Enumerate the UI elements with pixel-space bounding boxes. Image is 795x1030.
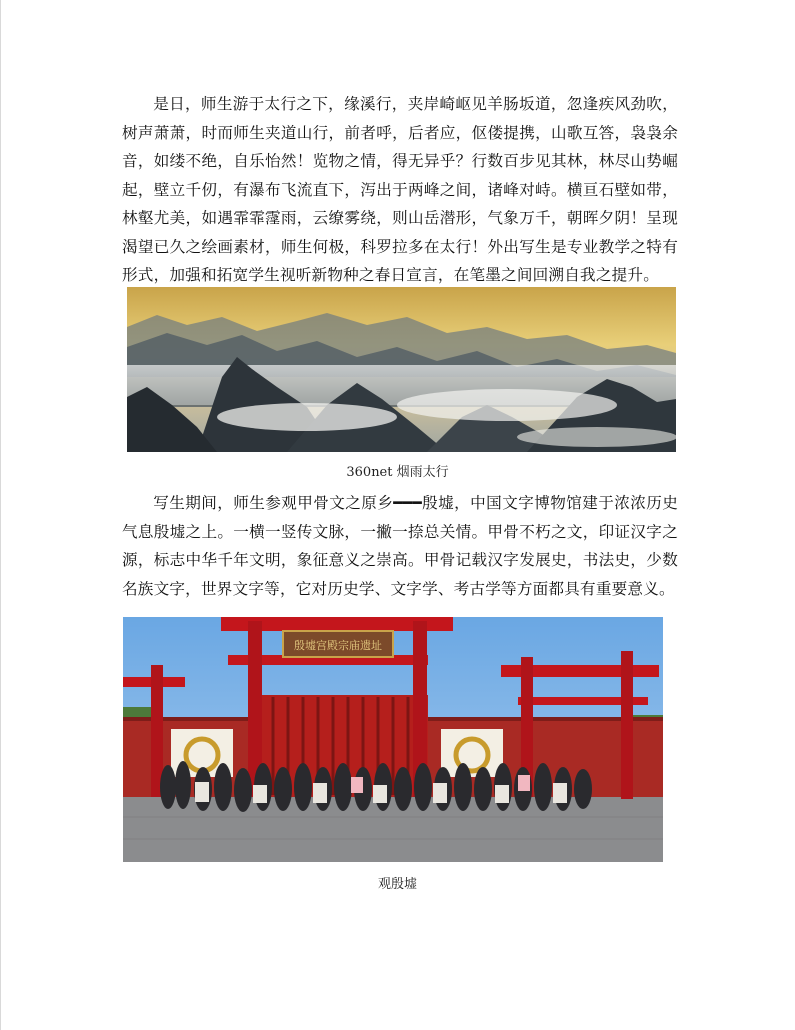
gate-sign-text: 殷墟宫殿宗庙遗址	[294, 639, 382, 652]
caption-yinxu: 观殷墟	[377, 877, 417, 892]
caption-misty-taihang: 360net 烟雨太行	[346, 465, 449, 480]
photo-misty-taihang-mountains	[127, 287, 676, 452]
paragraph-yinxu: 写生期间，师生参观甲骨文之原乡━━━殷墟，中国文字博物馆建于浓浓历史气息殷墟之上。一横一竖传文脉，一撇一捺总关情。甲骨不朽之文，印证汉字之源，标志中华千年文明，象征意义之崇高。甲骨记载汉字发展史，书法史，少数名族文字，世界文字等，它对历史学、文字学、考古学等方面都具有重要意义。	[122, 494, 678, 598]
photo-yinxu-group	[123, 617, 663, 862]
paragraph-taihang: 是日，师生游于太行之下，缘溪行，夹岸崎岖见羊肠坂道，忽逢疾风劲吹，树声萧萧，时而师生夹道山行，前者呼，后者应，伛偻提携，山歌互答，袅袅余音，如缕不绝，自乐怡然！览物之情，得无异乎？行数百步见其林，林尽山势崛起，壁立千仞，有瀑布飞流直下，泻出于两峰之间，诸峰对峙。横亘石壁如带，林壑尤美，如遇霏霏霪雨，云缭雾绕，则山岳潜形，气象万千，朝晖夕阴！呈现渴望已久之绘画素材，师生何极，科罗拉多在太行！外出写生是专业教学之特有形式，加强和拓宽学生视听新物种之春日宣言，在笔墨之间回溯自我之提升。	[122, 95, 678, 284]
